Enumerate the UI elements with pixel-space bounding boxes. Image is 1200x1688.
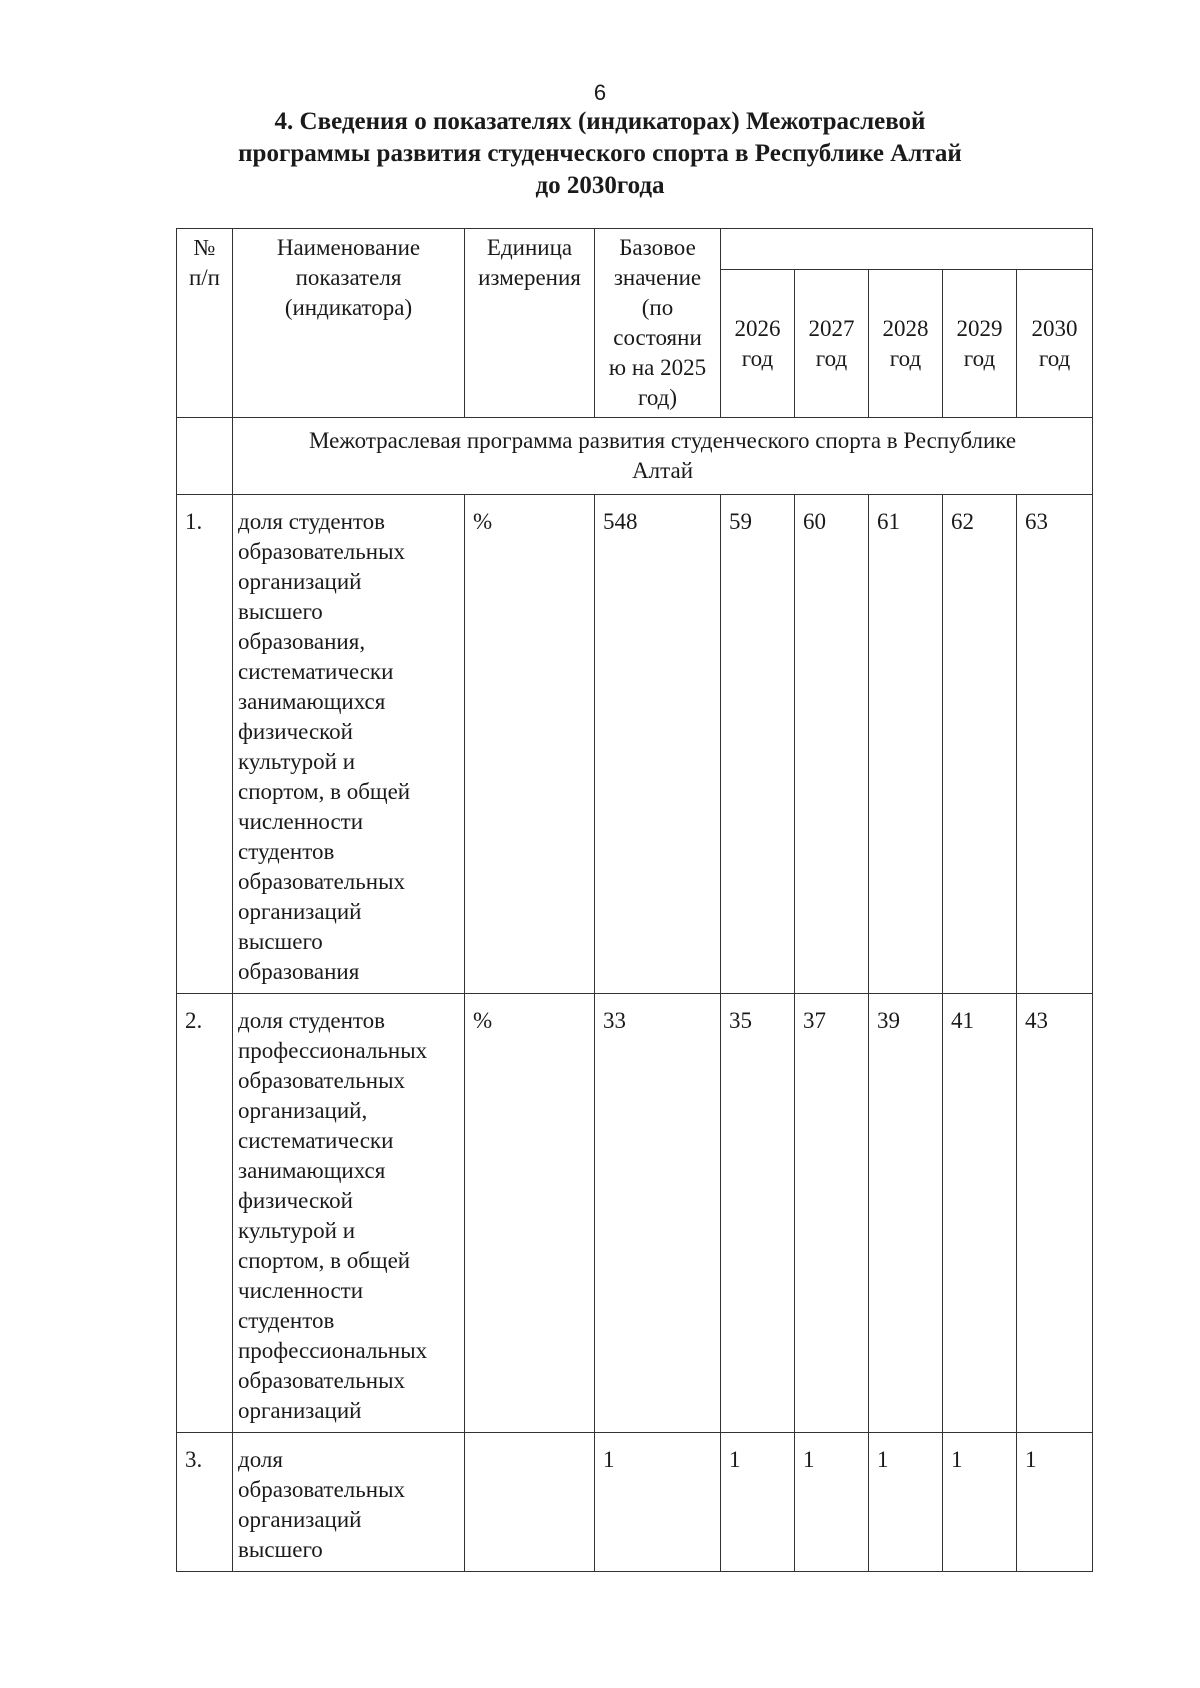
row-value-2028: 1: [869, 1433, 943, 1572]
row-unit: %: [465, 495, 595, 994]
header-year-2027: 2027 год: [795, 270, 869, 418]
row-base-value: 33: [595, 994, 721, 1433]
row-value-2028: 61: [869, 495, 943, 994]
page-number: 6: [593, 80, 607, 105]
row-value-2029: 1: [943, 1433, 1017, 1572]
heading-line: до 2030года: [535, 172, 665, 199]
row-num: 3.: [177, 1433, 233, 1572]
row-value-2027: 1: [795, 1433, 869, 1572]
row-value-2030: 1: [1017, 1433, 1093, 1572]
row-indicator-name: доля образовательных организаций высшего: [233, 1433, 465, 1572]
header-year-2030: 2030 год: [1017, 270, 1093, 418]
section-title: Межотраслевая программа развития студенческого спорта в Республике Алтай: [233, 418, 1093, 495]
table-row: [177, 1433, 1093, 1572]
table-row: [177, 495, 1093, 994]
row-value-2029: 62: [943, 495, 1017, 994]
header-name: Наименование показателя (индикатора): [233, 229, 465, 418]
row-value-2030: 43: [1017, 994, 1093, 1433]
row-base-value: 1: [595, 1433, 721, 1572]
table-row: [177, 994, 1093, 1433]
header-years-group: [721, 229, 1093, 270]
row-value-2026: 1: [721, 1433, 795, 1572]
row-value-2028: 39: [869, 994, 943, 1433]
header-year-2026: 2026 год: [721, 270, 795, 418]
row-value-2026: 35: [721, 994, 795, 1433]
indicators-table: [176, 228, 1093, 1572]
row-num: 1.: [177, 495, 233, 994]
section-row: [177, 418, 1093, 495]
row-indicator-name: доля студентов профессиональных образовательных организаций, систематически занимающихся физической культурой и спортом, в общей численности студентов профессиональных образовательных организаций: [233, 994, 465, 1433]
row-value-2026: 59: [721, 495, 795, 994]
header-year-2028: 2028 год: [869, 270, 943, 418]
row-base-value: 548: [595, 495, 721, 994]
section-num-cell: [177, 418, 233, 495]
row-unit: [465, 1433, 595, 1572]
row-value-2027: 37: [795, 994, 869, 1433]
header-unit: Единица измерения: [465, 229, 595, 418]
document-heading: [160, 106, 1040, 202]
row-indicator-name: доля студентов образовательных организаций высшего образования, систематически занимающихся физической культурой и спортом, в общей численности студентов образовательных организаций высшего образования: [233, 495, 465, 994]
row-unit: %: [465, 994, 595, 1433]
header-base: Базовое значение (по состояни ю на 2025 год): [595, 229, 721, 418]
header-year-2029: 2029 год: [943, 270, 1017, 418]
heading-line: программы развития студенческого спорта в Республике Алтай: [238, 140, 962, 167]
table-header-row: [177, 229, 1093, 270]
row-value-2030: 63: [1017, 495, 1093, 994]
header-num: № п/п: [177, 229, 233, 418]
row-value-2027: 60: [795, 495, 869, 994]
heading-line: 4. Сведения о показателях (индикаторах) Межотраслевой: [274, 108, 926, 135]
row-num: 2.: [177, 994, 233, 1433]
row-value-2029: 41: [943, 994, 1017, 1433]
